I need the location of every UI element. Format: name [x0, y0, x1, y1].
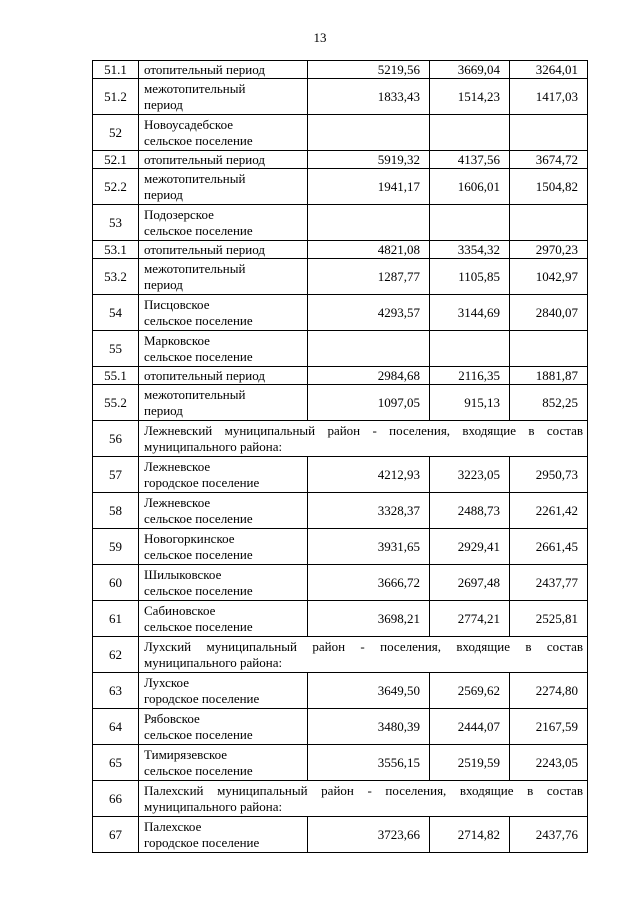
table-row	[93, 205, 588, 241]
value-cell-v1: 3723,66	[308, 817, 430, 853]
value-cell-v2: 2116,35	[430, 367, 510, 385]
value-cell-v1: 3556,15	[308, 745, 430, 781]
settlement-name: межотопительный период	[139, 79, 308, 115]
row-number: 53	[93, 205, 139, 241]
settlement-name: межотопительный период	[139, 169, 308, 205]
table-row	[93, 709, 588, 745]
settlement-name: Шилыковское сельское поселение	[139, 565, 308, 601]
row-number: 60	[93, 565, 139, 601]
table-row	[93, 817, 588, 853]
table-row	[93, 259, 588, 295]
settlement-name: Новоусадебское сельское поселение	[139, 115, 308, 151]
settlement-name: Лухское городское поселение	[139, 673, 308, 709]
value-cell-v3	[510, 205, 588, 241]
tariff-table	[92, 60, 588, 853]
settlement-name: Рябовское сельское поселение	[139, 709, 308, 745]
row-number: 65	[93, 745, 139, 781]
value-cell-v1	[308, 115, 430, 151]
row-number: 51.1	[93, 61, 139, 79]
settlement-name: Новогоркинское сельское поселение	[139, 529, 308, 565]
row-number: 66	[93, 781, 139, 817]
value-cell-v2: 2569,62	[430, 673, 510, 709]
value-cell-v2	[430, 205, 510, 241]
table-row	[93, 745, 588, 781]
value-cell-v3: 1881,87	[510, 367, 588, 385]
row-number: 52	[93, 115, 139, 151]
value-cell-v3: 2525,81	[510, 601, 588, 637]
value-cell-v3: 2840,07	[510, 295, 588, 331]
table-row	[93, 295, 588, 331]
value-cell-v2: 1606,01	[430, 169, 510, 205]
settlement-name: Сабиновское сельское поселение	[139, 601, 308, 637]
district-description: Лухский муниципальный район - поселения, входящие в состав муниципального района:	[139, 637, 588, 673]
table-row	[93, 457, 588, 493]
table-row	[93, 169, 588, 205]
value-cell-v2: 2519,59	[430, 745, 510, 781]
settlement-name: Палехское городское поселение	[139, 817, 308, 853]
table-row	[93, 115, 588, 151]
value-cell-v1: 1941,17	[308, 169, 430, 205]
value-cell-v1: 2984,68	[308, 367, 430, 385]
settlement-name: отопительный период	[139, 61, 308, 79]
row-number: 51.2	[93, 79, 139, 115]
value-cell-v1: 1097,05	[308, 385, 430, 421]
table-row	[93, 421, 588, 457]
value-cell-v2	[430, 115, 510, 151]
table-row	[93, 781, 588, 817]
value-cell-v2: 2774,21	[430, 601, 510, 637]
value-cell-v2: 915,13	[430, 385, 510, 421]
settlement-name: межотопительный период	[139, 259, 308, 295]
table-row	[93, 79, 588, 115]
value-cell-v2: 3354,32	[430, 241, 510, 259]
table-row	[93, 637, 588, 673]
district-description: Палехский муниципальный район - поселения, входящие в состав муниципального района:	[139, 781, 588, 817]
value-cell-v1: 3480,39	[308, 709, 430, 745]
value-cell-v2: 2697,48	[430, 565, 510, 601]
row-number: 55.1	[93, 367, 139, 385]
value-cell-v1: 1833,43	[308, 79, 430, 115]
settlement-name: Писцовское сельское поселение	[139, 295, 308, 331]
row-number: 53.1	[93, 241, 139, 259]
value-cell-v3: 852,25	[510, 385, 588, 421]
value-cell-v3: 2274,80	[510, 673, 588, 709]
table-row	[93, 565, 588, 601]
row-number: 54	[93, 295, 139, 331]
row-number: 52.2	[93, 169, 139, 205]
value-cell-v2: 3223,05	[430, 457, 510, 493]
table-row	[93, 673, 588, 709]
value-cell-v2: 4137,56	[430, 151, 510, 169]
value-cell-v1: 5919,32	[308, 151, 430, 169]
value-cell-v3: 1504,82	[510, 169, 588, 205]
table-row	[93, 367, 588, 385]
value-cell-v3: 2243,05	[510, 745, 588, 781]
settlement-name: Лежневское городское поселение	[139, 457, 308, 493]
row-number: 55.2	[93, 385, 139, 421]
value-cell-v1: 3328,37	[308, 493, 430, 529]
row-number: 58	[93, 493, 139, 529]
settlement-name: отопительный период	[139, 151, 308, 169]
row-number: 55	[93, 331, 139, 367]
table-row	[93, 241, 588, 259]
row-number: 59	[93, 529, 139, 565]
table-row	[93, 61, 588, 79]
value-cell-v3: 2437,77	[510, 565, 588, 601]
value-cell-v1: 3666,72	[308, 565, 430, 601]
page-number: 13	[313, 30, 327, 45]
table-row	[93, 385, 588, 421]
value-cell-v1	[308, 205, 430, 241]
value-cell-v3: 2970,23	[510, 241, 588, 259]
value-cell-v2: 3144,69	[430, 295, 510, 331]
value-cell-v3: 1417,03	[510, 79, 588, 115]
settlement-name: Марковское сельское поселение	[139, 331, 308, 367]
value-cell-v2: 2929,41	[430, 529, 510, 565]
district-description: Лежневский муниципальный район - поселения, входящие в состав муниципального района:	[139, 421, 588, 457]
table-row	[93, 331, 588, 367]
value-cell-v1: 3649,50	[308, 673, 430, 709]
value-cell-v3: 2261,42	[510, 493, 588, 529]
value-cell-v2	[430, 331, 510, 367]
value-cell-v1: 1287,77	[308, 259, 430, 295]
row-number: 61	[93, 601, 139, 637]
value-cell-v2: 1105,85	[430, 259, 510, 295]
table-row	[93, 493, 588, 529]
value-cell-v2: 3669,04	[430, 61, 510, 79]
value-cell-v3	[510, 115, 588, 151]
row-number: 56	[93, 421, 139, 457]
value-cell-v3: 3264,01	[510, 61, 588, 79]
row-number: 64	[93, 709, 139, 745]
value-cell-v1: 5219,56	[308, 61, 430, 79]
settlement-name: межотопительный период	[139, 385, 308, 421]
value-cell-v2: 1514,23	[430, 79, 510, 115]
value-cell-v3: 2661,45	[510, 529, 588, 565]
settlement-name: Тимирязевское сельское поселение	[139, 745, 308, 781]
table-row	[93, 601, 588, 637]
table-row	[93, 151, 588, 169]
row-number: 57	[93, 457, 139, 493]
value-cell-v1	[308, 331, 430, 367]
settlement-name: отопительный период	[139, 241, 308, 259]
value-cell-v2: 2444,07	[430, 709, 510, 745]
row-number: 62	[93, 637, 139, 673]
settlement-name: Подозерское сельское поселение	[139, 205, 308, 241]
value-cell-v3: 3674,72	[510, 151, 588, 169]
value-cell-v1: 3931,65	[308, 529, 430, 565]
table-row	[93, 529, 588, 565]
value-cell-v3: 2437,76	[510, 817, 588, 853]
value-cell-v3: 2167,59	[510, 709, 588, 745]
value-cell-v3	[510, 331, 588, 367]
row-number: 63	[93, 673, 139, 709]
settlement-name: Лежневское сельское поселение	[139, 493, 308, 529]
value-cell-v2: 2488,73	[430, 493, 510, 529]
settlement-name: отопительный период	[139, 367, 308, 385]
value-cell-v1: 3698,21	[308, 601, 430, 637]
value-cell-v3: 2950,73	[510, 457, 588, 493]
value-cell-v2: 2714,82	[430, 817, 510, 853]
value-cell-v3: 1042,97	[510, 259, 588, 295]
row-number: 52.1	[93, 151, 139, 169]
value-cell-v1: 4212,93	[308, 457, 430, 493]
row-number: 53.2	[93, 259, 139, 295]
value-cell-v1: 4821,08	[308, 241, 430, 259]
value-cell-v1: 4293,57	[308, 295, 430, 331]
row-number: 67	[93, 817, 139, 853]
